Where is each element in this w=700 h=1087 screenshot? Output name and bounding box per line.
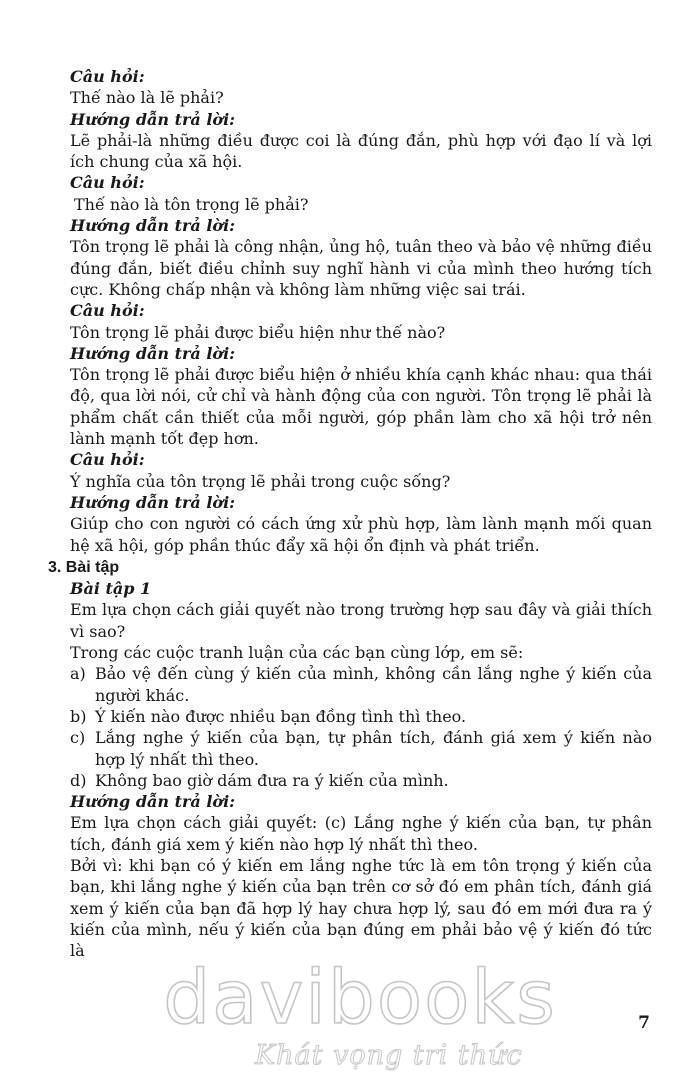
paragraph: Em lựa chọn cách giải quyết: (c) Lắng nghe ý kiến của bạn, tự phân tích, đánh giá xem ý kiến nào hợp lý nhất thì theo. [70, 813, 652, 854]
paragraph: Giúp cho con người có cách ứng xử phù hợp, làm lành mạnh mối quan hệ xã hội, góp phần thúc đẩy xã hội ổn định và phát triển. [70, 514, 652, 555]
exercise-title: Bài tập 1 [70, 579, 152, 599]
question-heading: Hướng dẫn trả lời: [70, 492, 236, 512]
paragraph: Tôn trọng lẽ phải là công nhận, ủng hộ, tuân theo và bảo vệ những điều đúng đắn, biết điều chỉnh suy nghĩ hành vi của mình theo hướng tích cực. Không chấp nhận và không làm những việc sai trái. [70, 237, 652, 299]
option-label: c) [70, 728, 86, 748]
section-title: 3. Bài tập [48, 558, 120, 576]
option-label: d) [70, 770, 87, 790]
page-number: 7 [638, 1013, 650, 1033]
option-text: Lắng nghe ý kiến của bạn, tự phân tích, đánh giá xem ý kiến nào hợp lý nhất thì theo. [95, 728, 652, 769]
paragraph: Bởi vì: khi bạn có ý kiến em lắng nghe tức là em tôn trọng ý kiến của bạn, khi lắng nghe ý kiến của bạn trên cơ sở đó em phân tích, đánh giá xem ý kiến của bạn đã hợp lý hay chưa hợp lý, sau đó em mới đưa ra ý kiến của mình, nếu ý kiến của bạn đúng em phải bảo vệ ý kiến đó tức là [70, 855, 652, 961]
watermark-slogan: Khát vọng tri thức [255, 1040, 523, 1071]
question-heading: Câu hỏi: [70, 301, 145, 321]
paragraph: Trong các cuộc tranh luận của các bạn cùng lớp, em sẽ: [70, 643, 524, 663]
page-content [48, 66, 652, 961]
option-text: Không bao giờ dám đưa ra ý kiến của mình. [95, 770, 449, 790]
paragraph: Thế nào là lẽ phải? [70, 88, 224, 108]
option-label: a) [70, 664, 86, 684]
paragraph: Em lựa chọn cách giải quyết nào trong trường hợp sau đây và giải thích vì sao? [70, 600, 652, 641]
paragraph: Tôn trọng lẽ phải được biểu hiện như thế nào? [70, 322, 446, 342]
paragraph: Tôn trọng lẽ phải được biểu hiện ở nhiều khía cạnh khác nhau: qua thái độ, qua lời nói, cử chỉ và hành động của con người. Tôn trọng lẽ phải là phẩm chất cần thiết của mỗi người, góp phần làm cho xã hội trở nên lành mạnh tốt đẹp hơn. [70, 365, 652, 449]
question-heading: Câu hỏi: [70, 173, 145, 193]
exercise-option [70, 770, 652, 791]
question-heading: Câu hỏi: [70, 67, 145, 86]
option-label: b) [70, 706, 87, 726]
exercise-option [70, 663, 652, 706]
exercise-option [70, 727, 652, 770]
option-text: Ý kiến nào được nhiều bạn đồng tình thì theo. [95, 706, 467, 726]
paragraph: Ý nghĩa của tôn trọng lẽ phải trong cuộc sống? [70, 471, 451, 491]
paragraph: Lẽ phải-là những điều được coi là đúng đắn, phù hợp với đạo lí và lợi ích chung của xã hội. [70, 130, 652, 172]
exercise-option [70, 706, 652, 727]
question-heading: Câu hỏi: [70, 450, 145, 470]
option-text: Bảo vệ đến cùng ý kiến của mình, không cần lắng nghe ý kiến của người khác. [95, 664, 652, 705]
question-heading: Hướng dẫn trả lời: [70, 216, 236, 236]
watermark-logo: davibooks [163, 955, 557, 1041]
question-heading: Hướng dẫn trả lời: [70, 109, 236, 129]
question-heading: Hướng dẫn trả lời: [70, 343, 236, 363]
paragraph: Thế nào là tôn trọng lẽ phải? [74, 194, 309, 214]
question-heading: Hướng dẫn trả lời: [70, 792, 236, 812]
